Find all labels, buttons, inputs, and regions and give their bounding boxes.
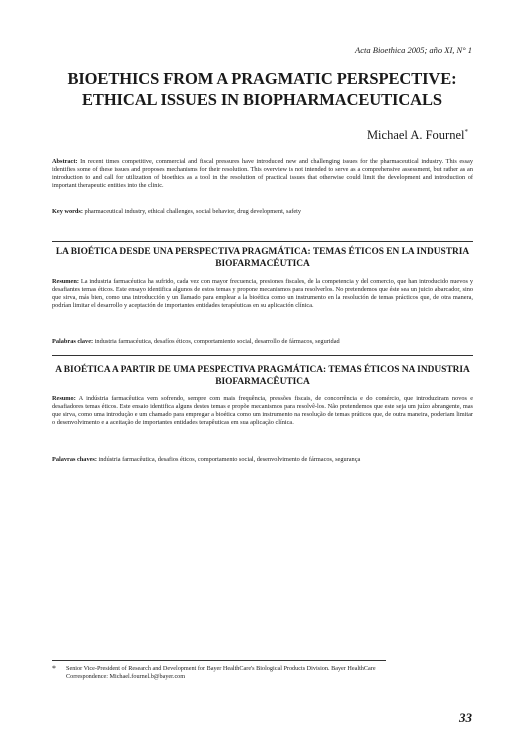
spanish-abstract-label: Resumen: — [52, 278, 79, 285]
author-footnote-mark[interactable]: * — [464, 128, 468, 136]
spanish-section-title: LA BIOÉTICA DESDE UNA PERSPECTIVA PRAGMÁTICA: TEMAS ÉTICOS EN LA INDUSTRIA BIOFARMACÉUTICA — [55, 247, 470, 269]
footnote-affiliation: Senior Vice-President of Research and Development for Bayer HealthCare's Biological Products Division. Bayer HealthCare — [66, 665, 376, 672]
author-footnote — [52, 665, 472, 681]
portuguese-abstract-text: A indústria farmacêutica vem sofrendo, sempre com mais frequência, pressões fiscais, de concorrência e do comércio, que introduziram novos e desafiadores temas éticos. Este ensaio identifica alguns destes temas e propõe mecanismos para resolvê-los. Não pretendemos que este seja um juízo abrangente, mas que sirva, como uma introdução e um chamado para empregar a bioética como um instrumento na resolução de temas práticos que, de outra maneira, poderiam limitar o desenvolvimento e a aceitação de importantes entidades terapêuticas em sua aplicação clínica. — [52, 395, 473, 426]
portuguese-abstract-label: Resumo: — [52, 395, 76, 402]
author-name: Michael A. Fournel — [366, 128, 465, 143]
english-abstract-label: Abstract: — [52, 158, 78, 165]
spanish-keywords-label: Palabras clave: — [52, 338, 94, 345]
portuguese-keywords-text: indústria farmacêutica, desafios éticos, comportamento social, desenvolvimento de fármacos, segurança — [98, 456, 361, 463]
portuguese-keywords-label: Palavras chaves: — [52, 456, 97, 463]
section-divider — [52, 241, 473, 242]
english-abstract — [52, 158, 473, 190]
footnote-correspondence[interactable]: Correspondence: Michael.fournel.b@bayer.com — [66, 673, 186, 680]
spanish-keywords-text: industria farmacéutica, desafíos éticos, comportamiento social, desarrollo de fármacos, seguridad — [94, 338, 340, 345]
english-abstract-text: In recent times competitive, commercial and fiscal pressures have introduced new and challenging issues for the pharmaceutical industry. This essay identifies some of these issues and proposes mechanisms for their resolution. This overview is not intended to serve as a comprehensive assessment, but rather as an introduction to and call for utilization of bioethics as a tool in the resolution of practical issues that otherwise could limit the development and introduction of important therapeutic entities into the clinic. — [52, 158, 473, 189]
portuguese-keywords — [52, 456, 473, 464]
page-number: 33 — [459, 710, 472, 725]
english-keywords-label: Key words: — [52, 208, 83, 215]
english-keywords — [52, 208, 473, 216]
spanish-abstract — [52, 278, 473, 310]
footnote-body — [66, 665, 472, 681]
journal-reference: Acta Bioethica 2005; año XI, N° 1 — [355, 45, 472, 55]
article-title-line-2: ETHICAL ISSUES IN BIOPHARMACEUTICALS — [82, 90, 442, 109]
footnote-mark: * — [52, 664, 56, 673]
english-keywords-text: pharmaceutical industry, ethical challenges, social behavior, drug development, safety — [84, 208, 302, 215]
spanish-abstract-text: La industria farmacéutica ha sufrido, cada vez con mayor frecuencia, presiones fiscales, de la competencia y del comercio, que han introducido nuevos y desafiantes temas éticos. Este ensayo identifica algunos de estos temas y propone mecanismos para resolverlos. No pretendemos que éste sea un juicio abarcador, sino que sirva, más bien, como una introducción y un llamado para emplear a la bioética como un instrumento en la resolución de temas prácticos que, de otra manera, podrían limitar el desarrollo y aceptación de importantes entidades terapéuticas en su aplicación clínica. — [52, 278, 474, 309]
section-divider — [52, 355, 473, 356]
portuguese-section-title: A BIOÉTICA A PARTIR DE UMA PESPECTIVA PRAGMÁTICA: TEMAS ÉTICOS NA INDUSTRIA BIOFARMACÊUTICA — [55, 365, 470, 387]
article-title-line-1: BIOETHICS FROM A PRAGMATIC PERSPECTIVE: — [67, 69, 457, 88]
author — [252, 128, 468, 143]
spanish-keywords — [52, 338, 473, 346]
portuguese-abstract — [52, 395, 473, 427]
article-title — [52, 68, 472, 110]
footnote-rule — [52, 660, 386, 661]
